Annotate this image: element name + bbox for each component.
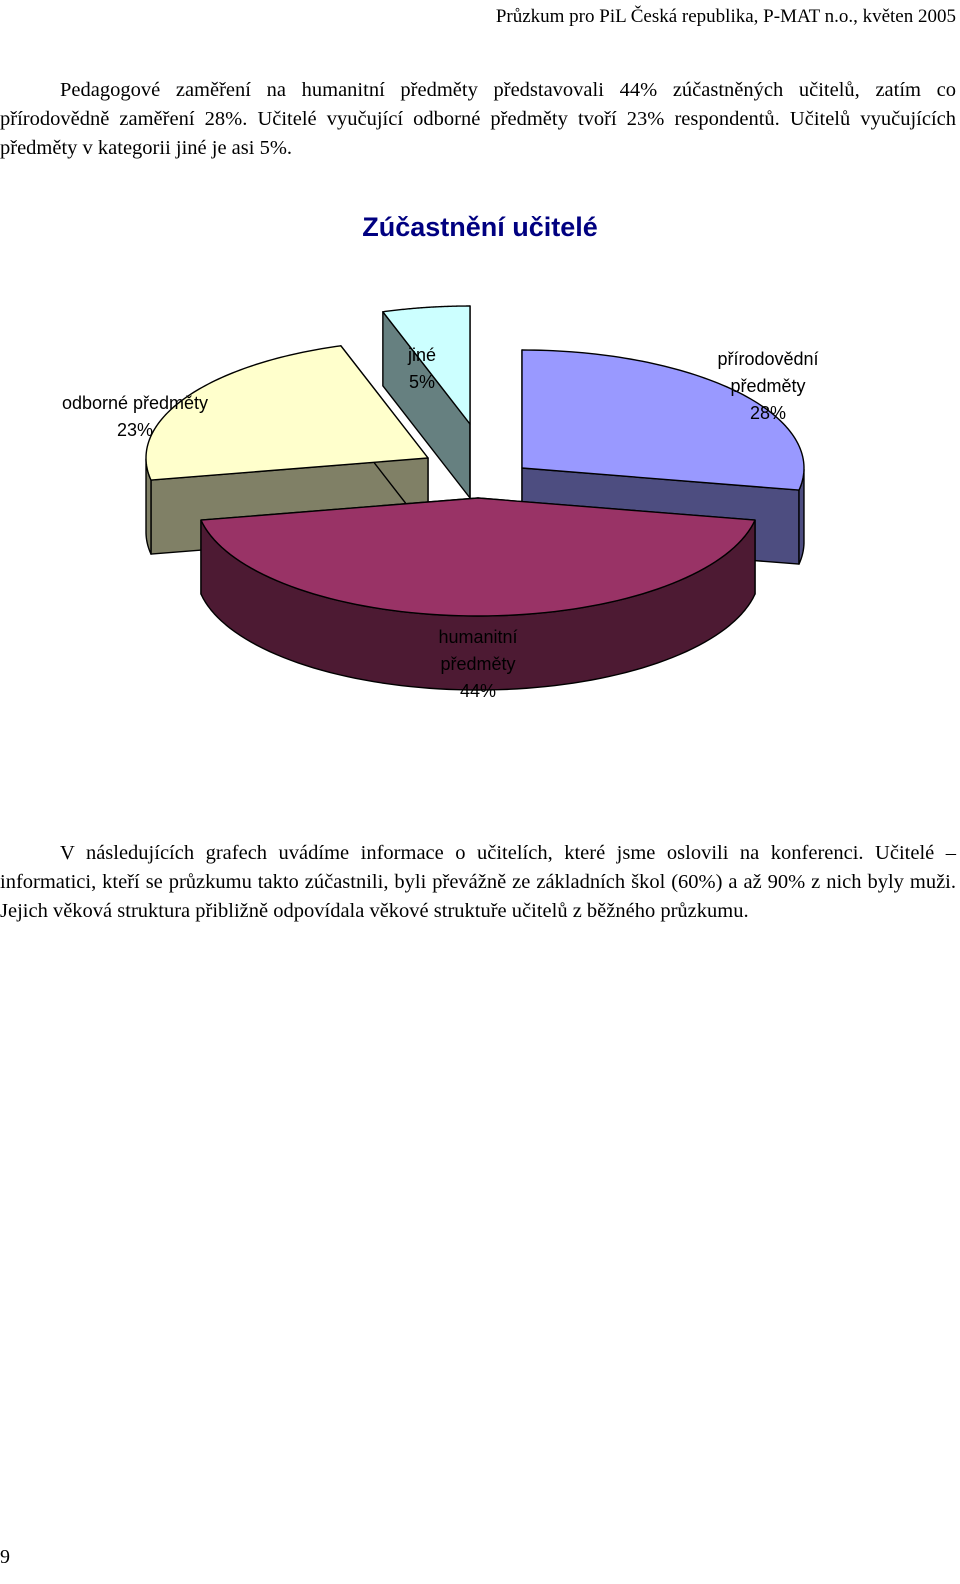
slice-label-line: odborné předměty — [61, 393, 209, 413]
pie-chart — [0, 200, 960, 720]
slice-label-humanitni — [418, 624, 538, 705]
slice-label-line: 44% — [459, 681, 497, 701]
slice-label-line: předměty — [730, 376, 806, 396]
slice-label-line: 23% — [116, 420, 154, 440]
slice-label-line: 28% — [749, 403, 787, 423]
slice-label-jine — [382, 342, 462, 396]
slice-label-line: jiné — [407, 345, 437, 365]
slice-label-odborne — [35, 390, 235, 444]
running-header: Průzkum pro PiL Česká republika, P-MAT n.o., květen 2005 — [495, 6, 956, 27]
slice-label-line: 5% — [408, 372, 435, 392]
page-number: 9 — [0, 1546, 10, 1568]
chart-title: Zúčastnění učitelé — [362, 212, 598, 242]
slice-label-line: předměty — [440, 654, 516, 674]
intro-paragraph: Pedagogové zaměření na humanitní předměty představovali 44% zúčastněných učitelů, zatím co přírodovědně zaměření 28%. Učitelé vyučující odborné předměty tvoří 23% respondentů. Učitelů vyučujících předměty v kategorii jiné je asi 5%. — [0, 79, 956, 159]
slice-label-prirodovedni — [708, 346, 828, 427]
slice-label-line: humanitní — [438, 627, 518, 647]
followup-paragraph: V následujících grafech uvádíme informace o učitelích, které jsme oslovili na konferenci. Učitelé – informatici, kteří se průzkumu takto zúčastnili, byli převážně ze základních škol (60%) a až 90% z nich byly muži. Jejich věková struktura přibližně odpovídala věkové struktuře učitelů z běžného průzkumu. — [0, 842, 956, 922]
slice-label-line: přírodovědní — [717, 349, 819, 369]
